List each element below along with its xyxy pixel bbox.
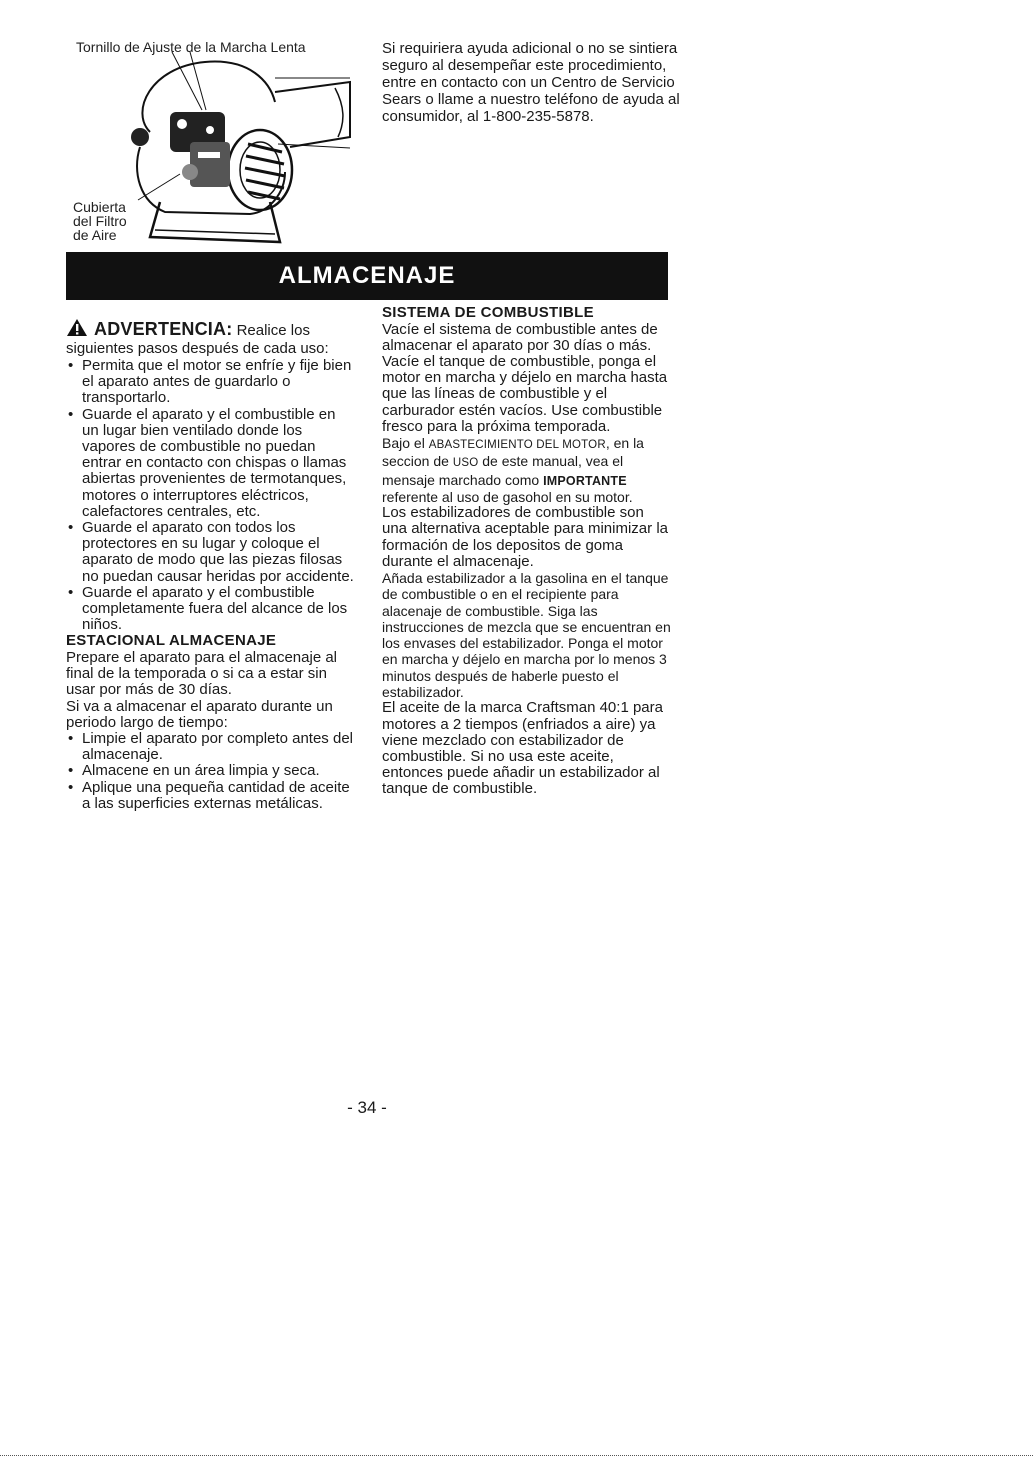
seasonal-paragraph: Si va a almacenar el aparato durante un periodo largo de tiempo:	[66, 697, 333, 731]
right-column	[382, 305, 672, 798]
warning-triangle-icon	[66, 318, 88, 337]
intro-paragraph: Si requiriera ayuda adicional o no se sintiera seguro al desempeñar este procedimiento, entre en contacto con un Centro de Servicio Sears o llame a nuestro teléfono de ayuda al consumidor, al 1-800-235-5878.	[382, 40, 680, 125]
figure-label-idle-screw: Tornillo de Ajuste de la Marcha Lenta	[76, 39, 306, 55]
list-item: • Limpie el aparato por completo antes del almacenaje.	[66, 731, 356, 763]
warning-list	[66, 358, 356, 633]
seasonal-list	[66, 731, 356, 812]
seasonal-storage-heading: ESTACIONAL ALMACENAJE	[66, 632, 277, 650]
list-item: • Guarde el aparato con todos los protectores en su lugar y coloque el aparato de modo que las piezas filosas no puedan causar heridas por accidente.	[66, 520, 356, 585]
warning-title: ADVERTENCIA:	[94, 319, 233, 339]
page-edge-divider	[0, 1455, 1033, 1456]
seasonal-paragraph: Prepare el aparato para el almacenaje al final de la temporada o si ca a estar sin usar por más de 30 días.	[66, 648, 338, 699]
fuel-paragraph: Los estabilizadores de combustible son una alternativa aceptable para minimizar la formación de los depositos de goma durante el almacenaje.	[382, 504, 668, 570]
list-item: • Guarde el aparato y el combustible en un lugar bien ventilado donde los vapores de combustible no puedan entrar en contacto con chispas o llamas abiertas provenientes de termotanques, motores o interruptores eléctricos, calefactores centrales, etc.	[66, 407, 356, 520]
warning-heading	[66, 318, 356, 358]
warning-text: Realice los siguientes pasos después de cada uso:	[66, 322, 329, 357]
fuel-system-heading: SISTEMA DE COMBUSTIBLE	[382, 304, 594, 321]
fuel-paragraph: Añada estabilizador a la gasolina en el tanque de combustible o en el recipiente para alacenaje de combustible. Siga las instrucciones de mezcla que se encuentran en los envases del estabilizador. Ponga el motor en marcha y déjelo en marcha por lo menos 3 minutos después de haberle puesto el estabilizador.	[382, 569, 671, 700]
fuel-paragraph: Vacíe el sistema de combustible antes de almacenar el aparato por 30 días o más. Vacíe el tanque de combustible, ponga el motor en marcha y déjelo en marcha hasta que las líneas de combustible y el carburador estén vacíos. Use combustible fresco para la próxima temporada.	[382, 320, 668, 435]
figure-label-air-filter-cover: Cubierta del Filtro de Aire	[73, 199, 127, 243]
page-number: - 34 -	[347, 1098, 387, 1117]
fuel-note: Bajo el ABASTECIMIENTO DEL MOTOR, en la seccion de USO de este manual, vea el mensaje marchado como IMPORTANTE referente al uso de gasohol en su motor.	[382, 434, 644, 505]
left-column	[66, 318, 356, 812]
list-item: • Almacene en un área limpia y seca.	[66, 763, 356, 779]
section-banner	[66, 252, 668, 300]
section-title: ALMACENAJE	[278, 262, 456, 289]
fuel-paragraph: El aceite de la marca Craftsman 40:1 para motores a 2 tiempos (enfriados a aire) ya viene mezclado con estabilizador de combustible. Si no usa este aceite, entonces puede añadir un estabilizador al tanque de combustible.	[382, 699, 663, 798]
blower-engine-illustration	[110, 52, 360, 248]
list-item: • Guarde el aparato y el combustible completamente fuera del alcance de los niños.	[66, 585, 356, 634]
list-item: • Aplique una pequeña cantidad de aceite a las superficies externas metálicas.	[66, 780, 356, 812]
list-item: • Permita que el motor se enfríe y fije bien el aparato antes de guardarlo o transportarlo.	[66, 358, 356, 407]
